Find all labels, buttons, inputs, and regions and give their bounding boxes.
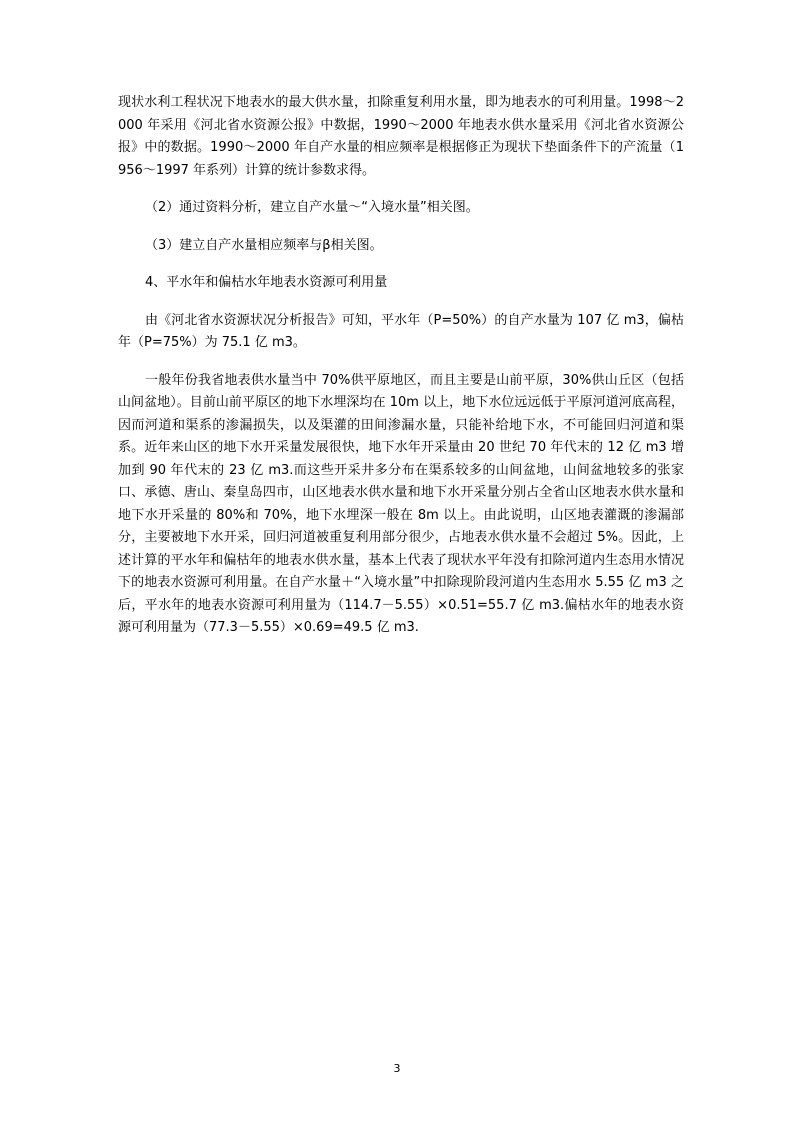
paragraph-step-3: （3）建立自产水量相应频率与β相关图。 [145,237,383,253]
paragraph-surface-water-analysis: 一般年份我省地表供水量当中 70%供平原地区，而且主要是山前平原，30%供山丘区（包括山间盆地）。目前山前平原区的地下水埋深均在 10m 以上，地下水位远远低于平原河道河底高程，因而河道和渠系的渗漏损失，以及渠灌的田间渗漏水量，只能补给地下水，不可能回归河道和渠系。近年来山区的地下水开采量发展很快，地下水年开采量由 20 世纪 70 年代末的 12 亿 m3 增加到 90 年代末的 23 亿 m3.而这些开采井多分布在渠系较多的山间盆地，山间盆地较多的张家口、承德、唐山、秦皇岛四市，山区地表水供水量和地下水开采量分别占全省山区地表水供水量和地下水开采量的 80%和 70%，地下水埋深一般在 8m 以上。由此说明，山区地表灌溉的渗漏部分，主要被地下水开采，回归河道被重复利用部分很少，占地表水供水量不会超过 5%。因此，上述计算的平水年和偏枯年的地表水供水量，基本上代表了现状水平年没有扣除河道内生态用水情况下的地表水资源可利用量。在自产水量＋“入境水量”中扣除现阶段河道内生态用水 5.55 亿 m3 之后，平水年的地表水资源可利用量为（114.7－5.55）×0.51=55.7 亿 m3.偏枯水年的地表水资源可利用量为（77.3－5.55）×0.69=49.5 亿 m3. [118,372,684,635]
section-heading-4: 4、平水年和偏枯水年地表水资源可利用量 [145,275,388,290]
document-body [118,92,684,640]
paragraph-available-quantity-definition: 现状水利工程状况下地表水的最大供水量，扣除重复利用水量，即为地表水的可利用量。1998～2000 年采用《河北省水资源公报》中数据，1990～2000 年地表水供水量采用《河北省水资源公报》中的数据。1990～2000 年自产水量的相应频率是根据修正为现状下垫面条件下的产流量（1956～1997 年系列）计算的统计参数求得。 [118,95,684,178]
paragraph-self-produced-water: 由《河北省水资源状况分析报告》可知，平水年（P=50%）的自产水量为 107 亿 m3，偏枯年（P=75%）为 75.1 亿 m3。 [118,312,684,350]
page-number: 3 [393,1062,401,1075]
paragraph-step-2: （2）通过资料分析，建立自产水量～“入境水量”相关图。 [145,200,479,215]
